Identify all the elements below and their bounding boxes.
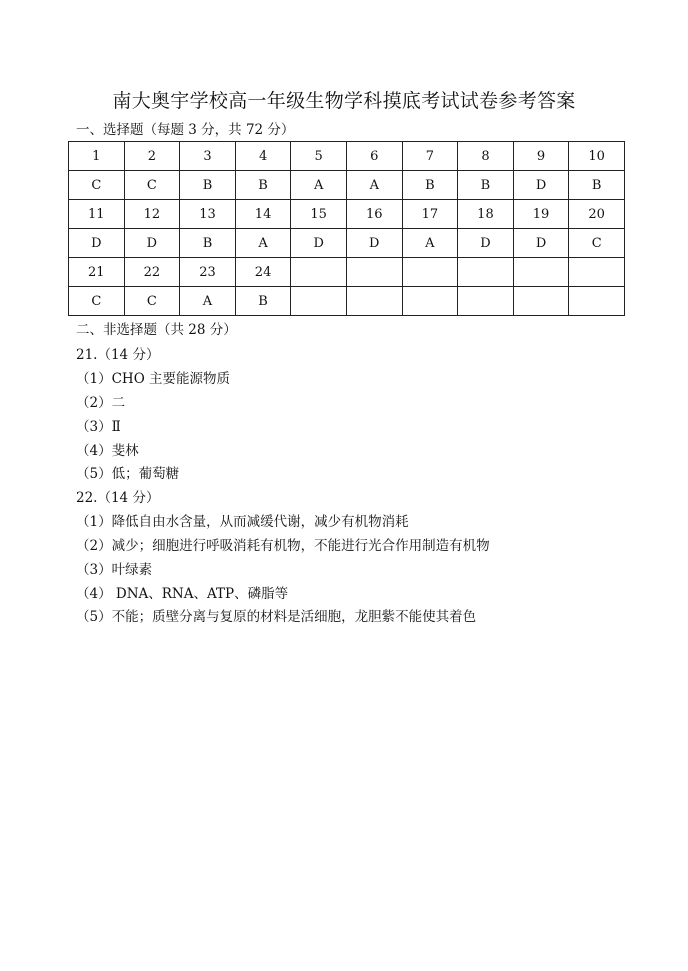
question-22-header: 22.（14 分） <box>76 490 160 506</box>
answer-key-row <box>69 229 625 258</box>
answer-key-cell: C <box>124 171 180 200</box>
answer-key-cell: B <box>180 171 236 200</box>
question-number-cell: 8 <box>458 142 514 171</box>
answer-key-cell <box>513 287 569 316</box>
answer-key-cell: D <box>513 171 569 200</box>
answer-key-cell: A <box>291 171 347 200</box>
question-number-cell: 16 <box>346 200 402 229</box>
question-number-row <box>69 200 625 229</box>
question-number-cell: 3 <box>180 142 236 171</box>
question-number-cell: 6 <box>346 142 402 171</box>
question-22-answer-1: （1）降低自由水含量，从而减缓代谢，减少有机物消耗 <box>76 514 409 530</box>
question-number-cell <box>346 258 402 287</box>
question-number-cell: 4 <box>235 142 291 171</box>
section2-heading: 二、非选择题（共 28 分） <box>76 322 237 338</box>
answer-key-cell <box>458 287 514 316</box>
answer-key-cell: B <box>569 171 625 200</box>
answer-key-cell <box>402 287 458 316</box>
question-number-cell: 2 <box>124 142 180 171</box>
answer-key-cell: C <box>69 287 125 316</box>
question-number-cell: 5 <box>291 142 347 171</box>
answer-key-cell <box>346 287 402 316</box>
answer-key-cell: C <box>569 229 625 258</box>
question-22-answer-3: （3）叶绿素 <box>76 562 153 578</box>
question-number-cell <box>569 258 625 287</box>
question-number-cell <box>513 258 569 287</box>
answer-key-cell: D <box>513 229 569 258</box>
question-number-cell: 18 <box>458 200 514 229</box>
question-number-cell <box>402 258 458 287</box>
question-22-answer-5: （5）不能；质壁分离与复原的材料是活细胞，龙胆紫不能使其着色 <box>76 609 477 625</box>
question-21-answer-2: （2）二 <box>76 395 126 411</box>
question-number-cell: 7 <box>402 142 458 171</box>
section1-heading: 一、选择题（每题 3 分，共 72 分） <box>76 122 295 138</box>
answer-key-cell: D <box>69 229 125 258</box>
answer-key-cell: B <box>180 229 236 258</box>
answer-key-cell: A <box>346 171 402 200</box>
answer-key-cell: A <box>235 229 291 258</box>
answer-key-cell: C <box>124 287 180 316</box>
answer-table <box>68 141 625 316</box>
question-number-cell: 20 <box>569 200 625 229</box>
question-21-header: 21.（14 分） <box>76 347 160 363</box>
question-number-row <box>69 142 625 171</box>
answer-key-cell: B <box>402 171 458 200</box>
answer-key-cell: D <box>124 229 180 258</box>
question-number-cell: 24 <box>235 258 291 287</box>
question-21-answer-1: （1）CHO 主要能源物质 <box>76 371 231 387</box>
answer-key-cell: A <box>180 287 236 316</box>
answer-key-cell: B <box>235 287 291 316</box>
question-number-cell: 12 <box>124 200 180 229</box>
answer-key-cell <box>569 287 625 316</box>
answer-key-cell: B <box>458 171 514 200</box>
answer-key-row <box>69 171 625 200</box>
question-number-row <box>69 258 625 287</box>
question-number-cell: 15 <box>291 200 347 229</box>
question-number-cell <box>458 258 514 287</box>
question-number-cell: 17 <box>402 200 458 229</box>
question-number-cell: 23 <box>180 258 236 287</box>
question-number-cell: 11 <box>69 200 125 229</box>
question-number-cell: 1 <box>69 142 125 171</box>
question-21-answer-3: （3）Ⅱ <box>76 419 121 435</box>
question-21-answer-5: （5）低；葡萄糖 <box>76 466 180 482</box>
question-number-cell: 13 <box>180 200 236 229</box>
answer-key-cell: B <box>235 171 291 200</box>
question-number-cell: 10 <box>569 142 625 171</box>
answer-key-cell: C <box>69 171 125 200</box>
answer-key-cell <box>291 287 347 316</box>
answer-key-row <box>69 287 625 316</box>
question-22-answer-2: （2）减少；细胞进行呼吸消耗有机物，不能进行光合作用制造有机物 <box>76 538 490 554</box>
question-number-cell: 9 <box>513 142 569 171</box>
answer-key-cell: A <box>402 229 458 258</box>
question-number-cell <box>291 258 347 287</box>
question-number-cell: 19 <box>513 200 569 229</box>
question-number-cell: 21 <box>69 258 125 287</box>
question-21-answer-4: （4）斐林 <box>76 443 139 459</box>
page-title: 南大奥宇学校高一年级生物学科摸底考试试卷参考答案 <box>112 90 576 112</box>
question-22-answer-4: （4） DNA、RNA、ATP、磷脂等 <box>76 586 289 602</box>
question-number-cell: 14 <box>235 200 291 229</box>
answer-key-cell: D <box>346 229 402 258</box>
question-number-cell: 22 <box>124 258 180 287</box>
answer-key-cell: D <box>458 229 514 258</box>
answer-key-cell: D <box>291 229 347 258</box>
